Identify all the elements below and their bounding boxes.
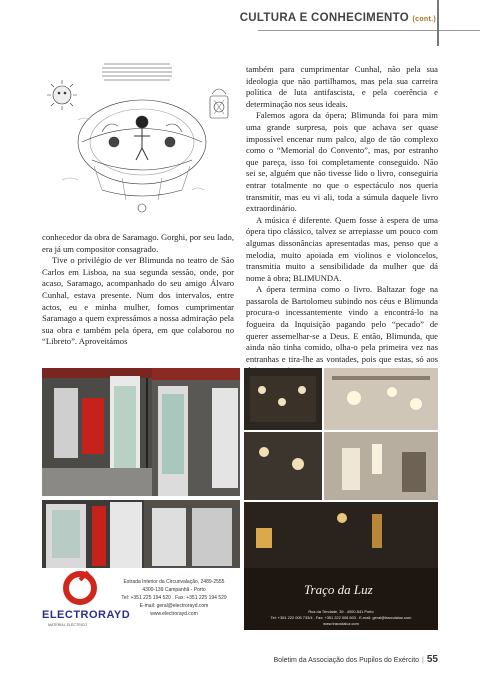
section-cont-label: (cont.) xyxy=(412,16,436,23)
page-footer xyxy=(230,654,438,665)
header-rule xyxy=(258,30,480,31)
traco-da-luz-advertisement xyxy=(244,568,438,630)
paragraph: Falemos agora da ópera; Blimunda foi para mim uma grande surpresa, pois que achava ser quase impossível encenar num palco, algo de tão complexo como o “Memorial do Convento”, mas, por estranho que pareça, isso foi completamente conseguido. Não sei se, alguém que não tivesse lido o livro, conseguiria entrar totalmente no que o espectáculo nos queria transmitir, mas eu vi ali, toda a súmula daquele livro extraordinário. xyxy=(246,110,438,214)
ad-line: Estrada Interior da Circunvalação, 2489-2555 xyxy=(123,579,225,585)
paragraph: Tive o privilégio de ver Blimunda no teatro de São Carlos em Lisboa, na sua segunda sessão, onde, por acaso, Saramago, acompanhado do seu amigo Álvaro Cunhal, estava presente. Num dos intervalos, entre actos, eu e minha mulher, fomos cumprimentar Saramago a quem expressámos a nossa admiração pela sua obra e também pela ópera, em que colaborou no “Libreto”. Aproveitámos xyxy=(42,255,234,347)
electrorayd-subtitle: MATERIAL ELÉCTRICO xyxy=(48,623,88,627)
paragraph: também para cumprimentar Cunhal, não pela sua ideologia que não partilhamos, mas pela sua carreira política de luta antifascista, e pela coerência e determinação nos seus ideais. xyxy=(246,64,438,109)
ad-line: E-mail: geral@electrorayd.com xyxy=(139,603,209,609)
traco-da-luz-logo: Traço da Luz xyxy=(304,582,373,597)
ad-line: Rua da Trindade, 39 . 4000-541 Porto xyxy=(308,609,374,614)
ad-line: www.electrorayd.com xyxy=(150,611,198,617)
text-column-right xyxy=(246,64,438,377)
header-divider xyxy=(437,0,439,46)
electrorayd-contact xyxy=(110,578,238,618)
ad-line: Tel: +351 222 005 733/4 . Fax: +351 222 008 803 . E-mail: geral@tracodaluz.com xyxy=(270,615,412,620)
paragraph: A música é diferente. Quem fosse à espera de uma ópera tipo clássico, talvez se arrepiasse um pouco com algumas dissonâncias apresentadas mas, penso que a melodia, muito apoiada em violinos e violoncelos, transmitia muito a sensibilidade da mulher que dá nome à obra; BLIMUNDA. xyxy=(246,214,438,283)
traco-da-luz-contact xyxy=(246,609,436,627)
electrorayd-logo-icon xyxy=(60,568,100,608)
section-title: CULTURA E CONHECIMENTO xyxy=(239,12,410,24)
paragraph: conhecedor da obra de Saramago. Gorghi, por seu lado, era já um compositor consagrado. xyxy=(42,232,234,254)
ad-line: Tel: +351 225 194 520 . Fax: +351 225 194 529 xyxy=(121,595,227,601)
passarola-engraving xyxy=(42,60,234,230)
text-column-left xyxy=(42,232,234,348)
footer-separator: | xyxy=(422,657,424,664)
publication-name: Boletim da Associação dos Pupilos do Exército xyxy=(273,657,420,664)
electrorayd-advertisement xyxy=(42,568,240,630)
electrorayd-name: ELECTRORAYD xyxy=(42,609,131,621)
page-number: 55 xyxy=(426,654,438,665)
ad-line: 4300-139 Campanhã - Porto xyxy=(142,587,206,593)
section-header xyxy=(240,12,436,24)
ad-line: www.tracodaluz.com xyxy=(323,621,359,626)
paragraph: A ópera termina como o livro. Baltazar foge na passarola de Bartolomeu subindo nos céus e Blimunda procura-o incessantemente vindo a encontrá-lo na fogueira da Inquisição pagando pelo “pecado” de querer assemelhar-se a Deus. E então, Blimunda, que ainda não tinha comido, olha-o pela primeira vez nas entranhas e tira-lhe as vontades, pois que estas, só aos xyxy=(246,284,438,364)
